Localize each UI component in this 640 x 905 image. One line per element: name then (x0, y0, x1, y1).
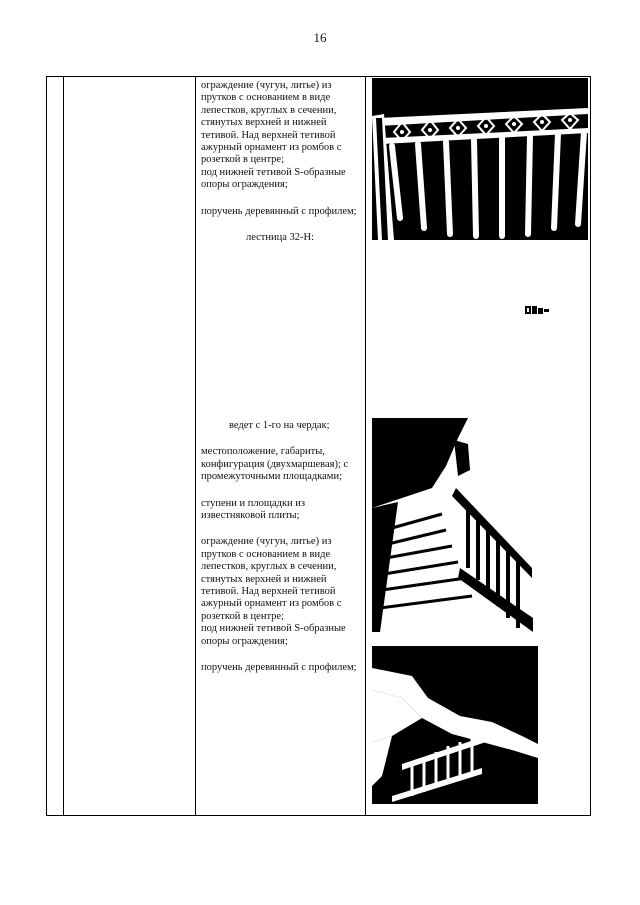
column-divider (365, 77, 366, 815)
page-number: 16 (313, 30, 327, 45)
cast-iron-railing-ornament-photo (372, 78, 588, 240)
handrail-description: поручень деревянный с профилем; (201, 662, 357, 674)
railing-description: ограждение (чугун, литье) из прутков с основанием в виде лепестков, круглых в сечении, стянутых верхней и нижней тетивой. Над верхней тетивой ажурный орнамент из ромбов с розеткой в центре; (201, 536, 342, 622)
section-1-description (201, 80, 359, 244)
spacer (201, 432, 359, 446)
supports-description: под нижней тетивой S-образные опоры ограждения; (201, 623, 346, 647)
staircase-lead: ведет с 1-го на чердак; (229, 420, 330, 431)
railing-description: ограждение (чугун, литье) из прутков с основанием в виде лепестков, круглых в сечении, стянутых верхней и нижней тетивой. Над верхней тетивой ажурный орнамент из ромбов с розеткой в центре; (201, 80, 342, 166)
stair-flight-to-attic-photo (372, 418, 533, 632)
spacer (201, 522, 359, 536)
staircase-title: лестница 32-Н: (245, 232, 315, 244)
spacer (201, 484, 359, 498)
spacer (201, 192, 359, 206)
stair-railing-detail-photo (372, 646, 538, 804)
handrail-description: поручень деревянный с профилем; (201, 205, 357, 217)
column-divider (63, 77, 64, 815)
section-2-description (201, 420, 359, 675)
column-divider (195, 77, 196, 815)
steps-description: ступени и площадки из известняковой плиты; (201, 497, 306, 522)
spacer (201, 648, 359, 662)
spacer (201, 218, 359, 232)
stamp-mark (525, 302, 549, 312)
location-description: местоположение, габариты, конфигурация (двухмаршевая); с промежуточными площадками; (201, 446, 349, 483)
supports-description: под нижней тетивой S-образные опоры ограждения; (201, 166, 346, 191)
